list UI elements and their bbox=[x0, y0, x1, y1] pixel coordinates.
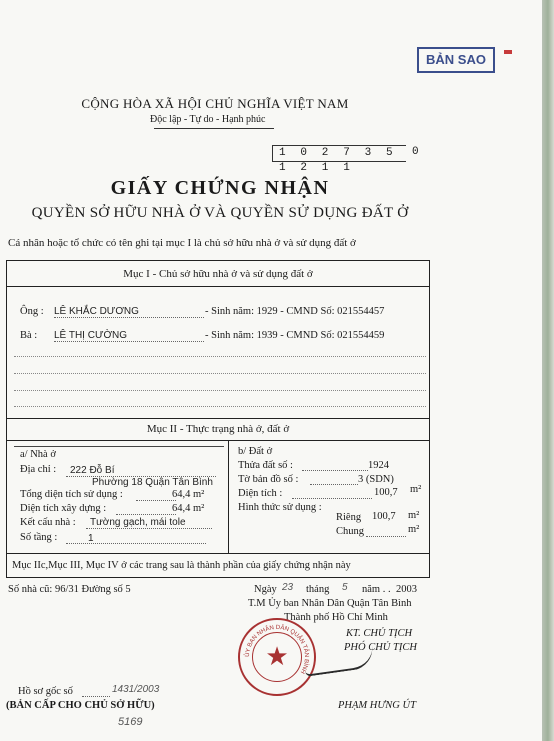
address-line2: Phường 18 Quận Tân Bình bbox=[92, 477, 213, 488]
background-edge bbox=[542, 0, 554, 741]
land-area-unit: m² bbox=[410, 484, 422, 495]
total-area-label: Tổng diện tích sử dụng : bbox=[20, 489, 123, 500]
copy-stamp: BẢN SAO bbox=[417, 47, 495, 73]
certificate-title: GIẤY CHỨNG NHẬN bbox=[110, 177, 330, 199]
date-month: 5 bbox=[342, 582, 348, 593]
built-area-value: 64,4 m² bbox=[172, 503, 205, 514]
national-motto: Độc lập - Tự do - Hạnh phúc bbox=[150, 114, 266, 125]
built-area-label: Diện tích xây dựng : bbox=[20, 503, 107, 514]
address-label: Địa chỉ : bbox=[20, 464, 57, 475]
date-year-label: năm . . bbox=[362, 584, 391, 595]
private-value: 100,7 bbox=[372, 511, 396, 522]
owner2-dots bbox=[54, 341, 204, 342]
date-day: 23 bbox=[282, 582, 294, 593]
address-value: 222 Đỗ Bí bbox=[70, 465, 115, 476]
section1-title: Mục I - Chủ sở hữu nhà ở và sử dụng đất ở bbox=[123, 268, 313, 280]
total-area-value: 64,4 m² bbox=[172, 489, 205, 500]
authority-line4: PHÓ CHỦ TỊCH bbox=[344, 642, 417, 653]
date-month-label: tháng bbox=[306, 584, 330, 595]
serial-suffix: 0 bbox=[412, 146, 419, 158]
table-divider bbox=[6, 553, 430, 554]
owner2-name: LÊ THỊ CƯỜNG bbox=[54, 330, 128, 341]
file-handwritten: 5169 bbox=[118, 716, 143, 728]
authority-line3: KT. CHỦ TỊCH bbox=[346, 628, 413, 639]
map-dots bbox=[310, 484, 358, 485]
file-note: (BẢN CẤP CHO CHỦ SỞ HỮU) bbox=[6, 700, 155, 711]
floors-label: Số tầng : bbox=[20, 532, 58, 543]
house-heading: a/ Nhà ở bbox=[20, 449, 56, 460]
certificate-subtitle: QUYỀN SỞ HỮU NHÀ Ở VÀ QUYỀN SỬ DỤNG ĐẤT Ở bbox=[31, 205, 409, 221]
structure-label: Kết cấu nhà : bbox=[20, 517, 76, 528]
owner2-prefix: Bà : bbox=[20, 330, 38, 341]
file-number: 1431/2003 bbox=[112, 684, 160, 695]
blank-line bbox=[14, 390, 426, 391]
file-dots bbox=[82, 696, 110, 697]
shared-dots bbox=[366, 536, 406, 537]
parcel-value: 1924 bbox=[368, 460, 389, 471]
structure-value: Tường gạch, mái tole bbox=[90, 517, 186, 528]
blank-line bbox=[14, 373, 426, 374]
map-label: Tờ bản đồ số : bbox=[238, 474, 299, 485]
table-divider bbox=[6, 440, 430, 441]
owner1-dots bbox=[54, 317, 204, 318]
house-heading-rule bbox=[14, 446, 224, 447]
owner1-prefix: Ông : bbox=[20, 306, 44, 317]
blank-line bbox=[14, 356, 426, 357]
intro-text: Cá nhân hoặc tổ chức có tên ghi tại mục I là chủ sở hữu nhà ở và sử dụng đất ở bbox=[8, 237, 356, 249]
owner1-name: LÊ KHẮC DƯƠNG bbox=[54, 306, 139, 317]
section2-title: Mục II - Thực trạng nhà ở, đất ở bbox=[146, 423, 290, 435]
shared-label: Chung bbox=[336, 526, 365, 537]
land-area-dots bbox=[292, 498, 372, 499]
private-label: Riêng bbox=[336, 512, 362, 523]
star-icon: ★ bbox=[265, 642, 289, 671]
map-value: 3 (SDN) bbox=[358, 474, 394, 485]
date-prefix: Ngày bbox=[254, 584, 277, 595]
red-mark bbox=[504, 50, 512, 54]
serial-number: 1 0 2 7 3 5 1 2 1 1 bbox=[272, 145, 406, 162]
owner1-birth: - Sinh năm: 1929 - CMND Số: 021554457 bbox=[205, 306, 385, 317]
table-divider bbox=[6, 418, 430, 419]
usage-label: Hình thức sử dụng : bbox=[238, 502, 322, 513]
floors-value: 1 bbox=[88, 533, 94, 544]
parcel-dots bbox=[302, 470, 368, 471]
total-area-dots bbox=[136, 500, 176, 501]
structure-dots bbox=[86, 528, 212, 529]
old-address: Số nhà cũ: 96/31 Đường số 5 bbox=[8, 584, 131, 595]
built-area-dots bbox=[116, 514, 176, 515]
date-year: 2003 bbox=[396, 584, 417, 595]
table-divider bbox=[6, 286, 430, 287]
signer-name: PHẠM HƯNG ÚT bbox=[338, 700, 416, 711]
blank-line bbox=[14, 406, 426, 407]
authority-line2: Thành phố Hồ Chí Minh bbox=[284, 612, 388, 623]
parcel-label: Thửa đất số : bbox=[238, 460, 293, 471]
file-label: Hồ sơ gốc số bbox=[18, 686, 73, 697]
floors-dots bbox=[66, 543, 206, 544]
motto-underline bbox=[154, 128, 274, 129]
private-unit: m² bbox=[408, 510, 420, 521]
seal-text: ỦY BAN NHÂN DÂN QUẬN TÂN BÌNH bbox=[244, 624, 310, 675]
land-area-label: Diện tích : bbox=[238, 488, 283, 499]
land-heading: b/ Đất ở bbox=[238, 446, 273, 457]
owner2-birth: - Sinh năm: 1939 - CMND Số: 021554459 bbox=[205, 330, 385, 341]
column-divider bbox=[228, 440, 229, 553]
shared-unit: m² bbox=[408, 524, 420, 535]
authority-line1: T.M Ủy ban Nhân Dân Quận Tân Bình bbox=[248, 598, 412, 609]
land-area-value: 100,7 bbox=[374, 487, 398, 498]
country-name: CỘNG HÒA XÃ HỘI CHỦ NGHĨA VIỆT NAM bbox=[81, 96, 349, 111]
footer-row: Mục IIc,Mục III, Mục IV ở các trang sau là thành phần của giấy chứng nhận này bbox=[12, 560, 351, 571]
